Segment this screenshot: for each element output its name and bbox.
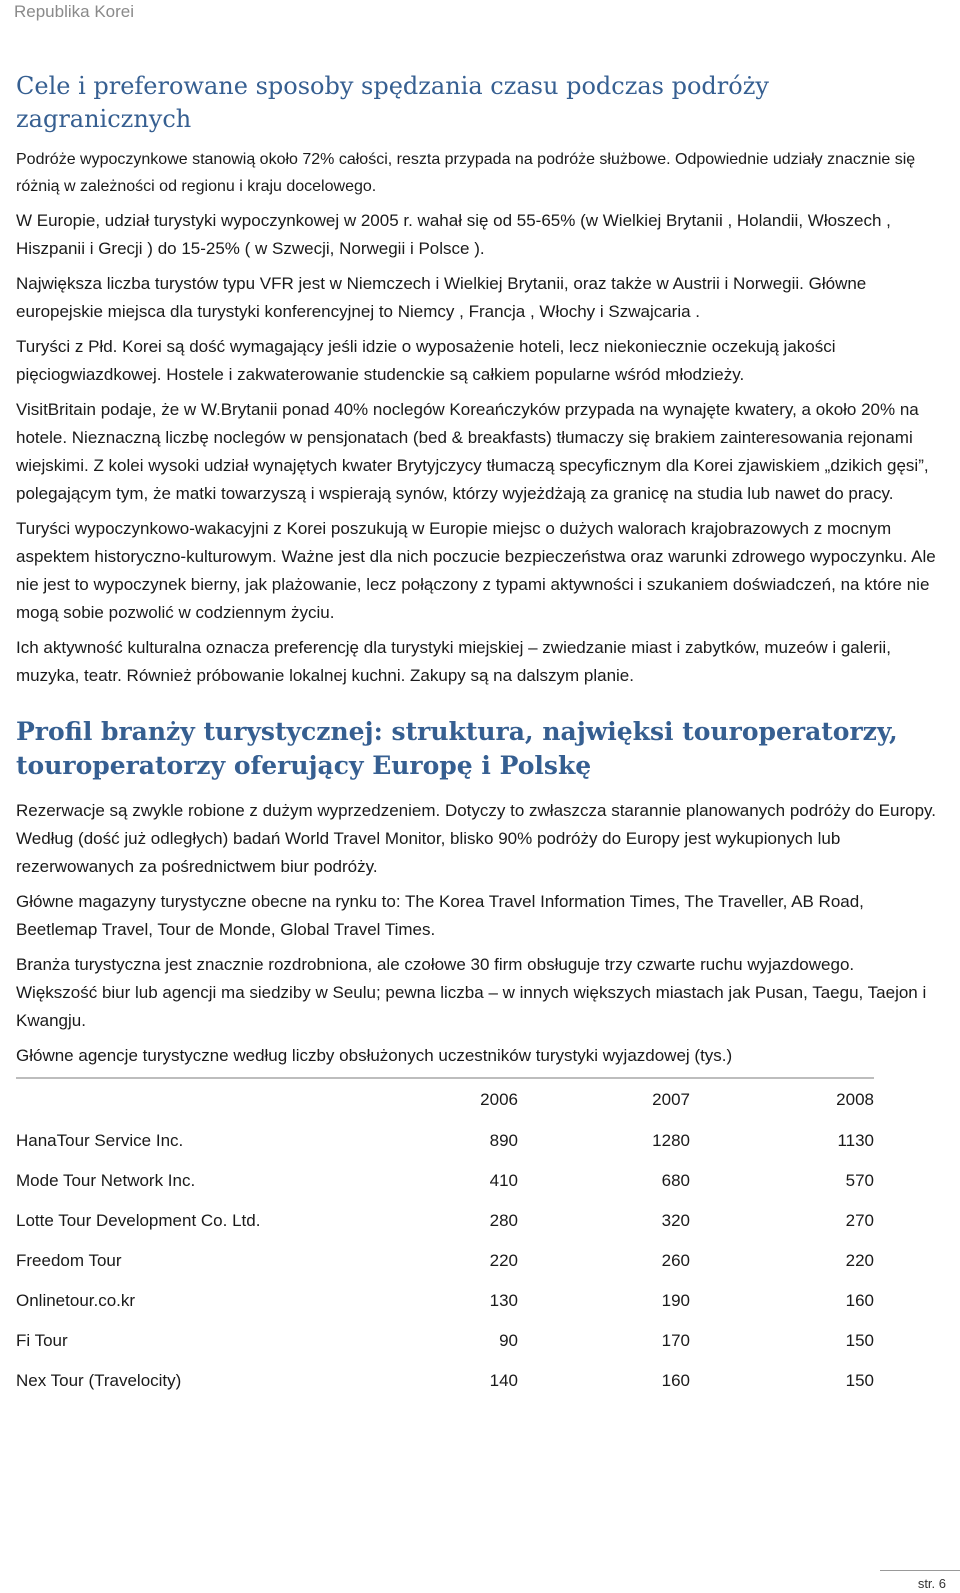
agency-name: Lotte Tour Development Co. Ltd. <box>16 1211 261 1230</box>
value-2006: 90 <box>499 1331 518 1350</box>
table-caption: Główne agencje turystyczne według liczby obsłużonych uczestników turystyki wyjazdowej (tys.) <box>16 1046 733 1065</box>
paragraph: Turyści wypoczynkowo-wakacyjni z Korei poszukują w Europie miejsc o dużych walorach krajobrazowych z mocnym aspektem historyczno-kulturowym. Ważne jest dla nich poczucie bezpieczeństwa oraz warunki zdrowego wypoczynku. Ale nie jest to wypoczynek bierny, jak plażowanie, lecz połączony z typami aktywności i szukaniem doświadczeń, na które nie mogą sobie pozwolić w codziennym życiu. <box>16 519 936 622</box>
table-row <box>16 1161 874 1201</box>
paragraph: Podróże wypoczynkowe stanowią około 72% całości, reszta przypada na podróże służbowe. Odpowiednie udziały znacznie się różnią w zależności od regionu i kraju docelowego. <box>16 151 916 195</box>
paragraph: Ich aktywność kulturalna oznacza preferencję dla turystyki miejskiej – zwiedzanie miast i zabytków, muzeów i galerii, muzyka, teatr. Również próbowanie lokalnej kuchni. Zakupy są na dalszym planie. <box>16 638 891 685</box>
value-2006: 220 <box>489 1251 518 1270</box>
agency-name: Fi Tour <box>16 1331 68 1350</box>
table-header-year: 2007 <box>652 1090 690 1109</box>
paragraph: VisitBritain podaje, że w W.Brytanii ponad 40% noclegów Koreańczyków przypada na wynajęte kwatery, a około 20% na hotele. Nieznaczną liczbę noclegów w pensjonatach (bed & breakfasts) tłumaczy się brakiem zainteresowania rejonami wiejskimi. Z kolei wysoki udział wynajętych kwater Brytyjczycy tłumaczą specyficznym dla Korei zjawiskiem „dzikich gęsi”, polegającym tym, że matki towarzyszą i wspierają synów, którzy wyjeżdżają za granicę na studia lub nawet do pracy. <box>16 400 929 503</box>
value-2007: 680 <box>661 1171 690 1190</box>
agency-name: Freedom Tour <box>16 1251 122 1270</box>
value-2007: 190 <box>661 1291 690 1310</box>
value-2006: 890 <box>489 1131 518 1150</box>
value-2007: 320 <box>661 1211 690 1230</box>
agency-name: Mode Tour Network Inc. <box>16 1171 196 1190</box>
running-header: Republika Korei <box>14 2 135 21</box>
paragraph: Największa liczba turystów typu VFR jest w Niemczech i Wielkiej Brytanii, oraz także w Austrii i Norwegii. Główne europejskie miejsca dla turystyki konferencyjnej to Niemcy , Francja , Włochy i Szwajcaria . <box>16 274 867 321</box>
paragraph: Rezerwacje są zwykle robione z dużym wyprzedzeniem. Dotyczy to zwłaszcza starannie planowanych podróży do Europy. Według (dość już odległych) badań World Travel Monitor, blisko 90% podróży do Europy jest wykupionych lub rezerwowanych za pośrednictwem biur podróży. <box>16 801 936 876</box>
value-2006: 130 <box>489 1291 518 1310</box>
value-2006: 410 <box>489 1171 518 1190</box>
value-2008: 220 <box>845 1251 874 1270</box>
value-2007: 260 <box>661 1251 690 1270</box>
value-2008: 570 <box>845 1171 874 1190</box>
paragraph: W Europie, udział turystyki wypoczynkowej w 2005 r. wahał się od 55-65% (w Wielkiej Brytanii , Holandii, Włoszech , Hiszpanii i Grecji ) do 15-25% ( w Szwecji, Norwegii i Polsce ). <box>16 211 891 258</box>
section-title-industry-profile: Profil branży turystycznej: struktura, najwięksi touroperatorzy, touroperatorzy oferujący Europę i Polskę <box>16 717 898 780</box>
agencies-table <box>16 1077 874 1401</box>
value-2007: 1280 <box>652 1131 690 1150</box>
value-2007: 160 <box>661 1371 690 1390</box>
table-row <box>16 1121 874 1161</box>
paragraph: Branża turystyczna jest znacznie rozdrobniona, ale czołowe 30 firm obsługuje trzy czwarte ruchu wyjazdowego. Większość biur lub agencji ma siedziby w Seulu; pewna liczba – w innych większych miastach jak Pusan, Taegu, Taejon i Kwangju. <box>16 955 927 1030</box>
value-2008: 270 <box>845 1211 874 1230</box>
agency-name: HanaTour Service Inc. <box>16 1131 184 1150</box>
table-header-empty <box>16 1078 356 1121</box>
table-row <box>16 1201 874 1241</box>
value-2008: 160 <box>845 1291 874 1310</box>
value-2008: 150 <box>845 1331 874 1350</box>
value-2006: 140 <box>489 1371 518 1390</box>
document-body <box>16 70 936 1401</box>
value-2007: 170 <box>661 1331 690 1350</box>
table-row <box>16 1281 874 1321</box>
footer-rule <box>880 1570 960 1571</box>
table-header-year: 2006 <box>480 1090 518 1109</box>
agency-name: Nex Tour (Travelocity) <box>16 1371 182 1390</box>
table-row <box>16 1241 874 1281</box>
agency-name: Onlinetour.co.kr <box>16 1291 136 1310</box>
paragraph: Turyści z Płd. Korei są dość wymagający jeśli idzie o wyposażenie hoteli, lecz niekoniecznie oczekują jakości pięciogwiazdkowej. Hostele i zakwaterowanie studenckie są całkiem popularne wśród młodzieży. <box>16 337 836 384</box>
value-2008: 150 <box>845 1371 874 1390</box>
section-title-travel-purposes: Cele i preferowane sposoby spędzania czasu podczas podróży zagranicznych <box>16 72 769 133</box>
value-2008: 1130 <box>837 1131 874 1150</box>
table-header-row <box>16 1078 874 1121</box>
section-spacer <box>16 697 936 715</box>
page-number: str. 6 <box>917 1576 946 1591</box>
table-row <box>16 1361 874 1401</box>
paragraph: Główne magazyny turystyczne obecne na rynku to: The Korea Travel Information Times, The Traveller, AB Road, Beetlemap Travel, Tour de Monde, Global Travel Times. <box>16 892 864 939</box>
value-2006: 280 <box>489 1211 518 1230</box>
table-header-year: 2008 <box>836 1090 874 1109</box>
table-row <box>16 1321 874 1361</box>
